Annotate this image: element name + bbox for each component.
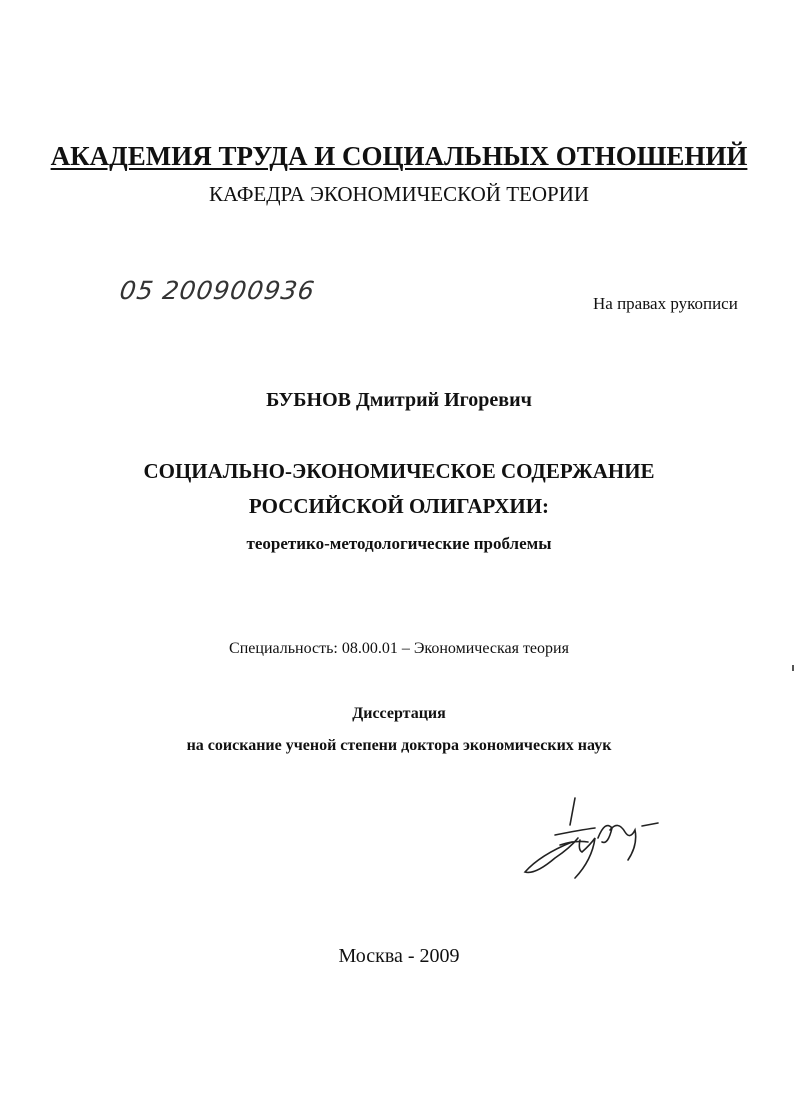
institution-name: АКАДЕМИЯ ТРУДА И СОЦИАЛЬНЫХ ОТНОШЕНИЙ xyxy=(50,141,748,171)
work-type: Диссертация xyxy=(352,705,446,722)
handwritten-registration-number: 05 200900936 xyxy=(117,276,317,305)
department-name: КАФЕДРА ЭКОНОМИЧЕСКОЙ ТЕОРИИ xyxy=(208,182,590,206)
specialty: Специальность: 08.00.01 – Экономическая теория xyxy=(229,640,569,657)
degree-line: на соискание ученой степени доктора экономических наук xyxy=(186,737,612,754)
scan-speck xyxy=(792,665,794,671)
subtitle: теоретико-методологические проблемы xyxy=(246,534,552,553)
title-line-2: РОССИЙСКОЙ ОЛИГАРХИИ: xyxy=(248,494,550,518)
rights-note: На правах рукописи xyxy=(593,294,738,313)
city-year: Москва - 2009 xyxy=(338,945,460,967)
signature xyxy=(510,790,680,880)
title-line-1: СОЦИАЛЬНО-ЭКОНОМИЧЕСКОЕ СОДЕРЖАНИЕ xyxy=(143,459,655,483)
author-name: БУБНОВ Дмитрий Игоревич xyxy=(266,389,532,411)
